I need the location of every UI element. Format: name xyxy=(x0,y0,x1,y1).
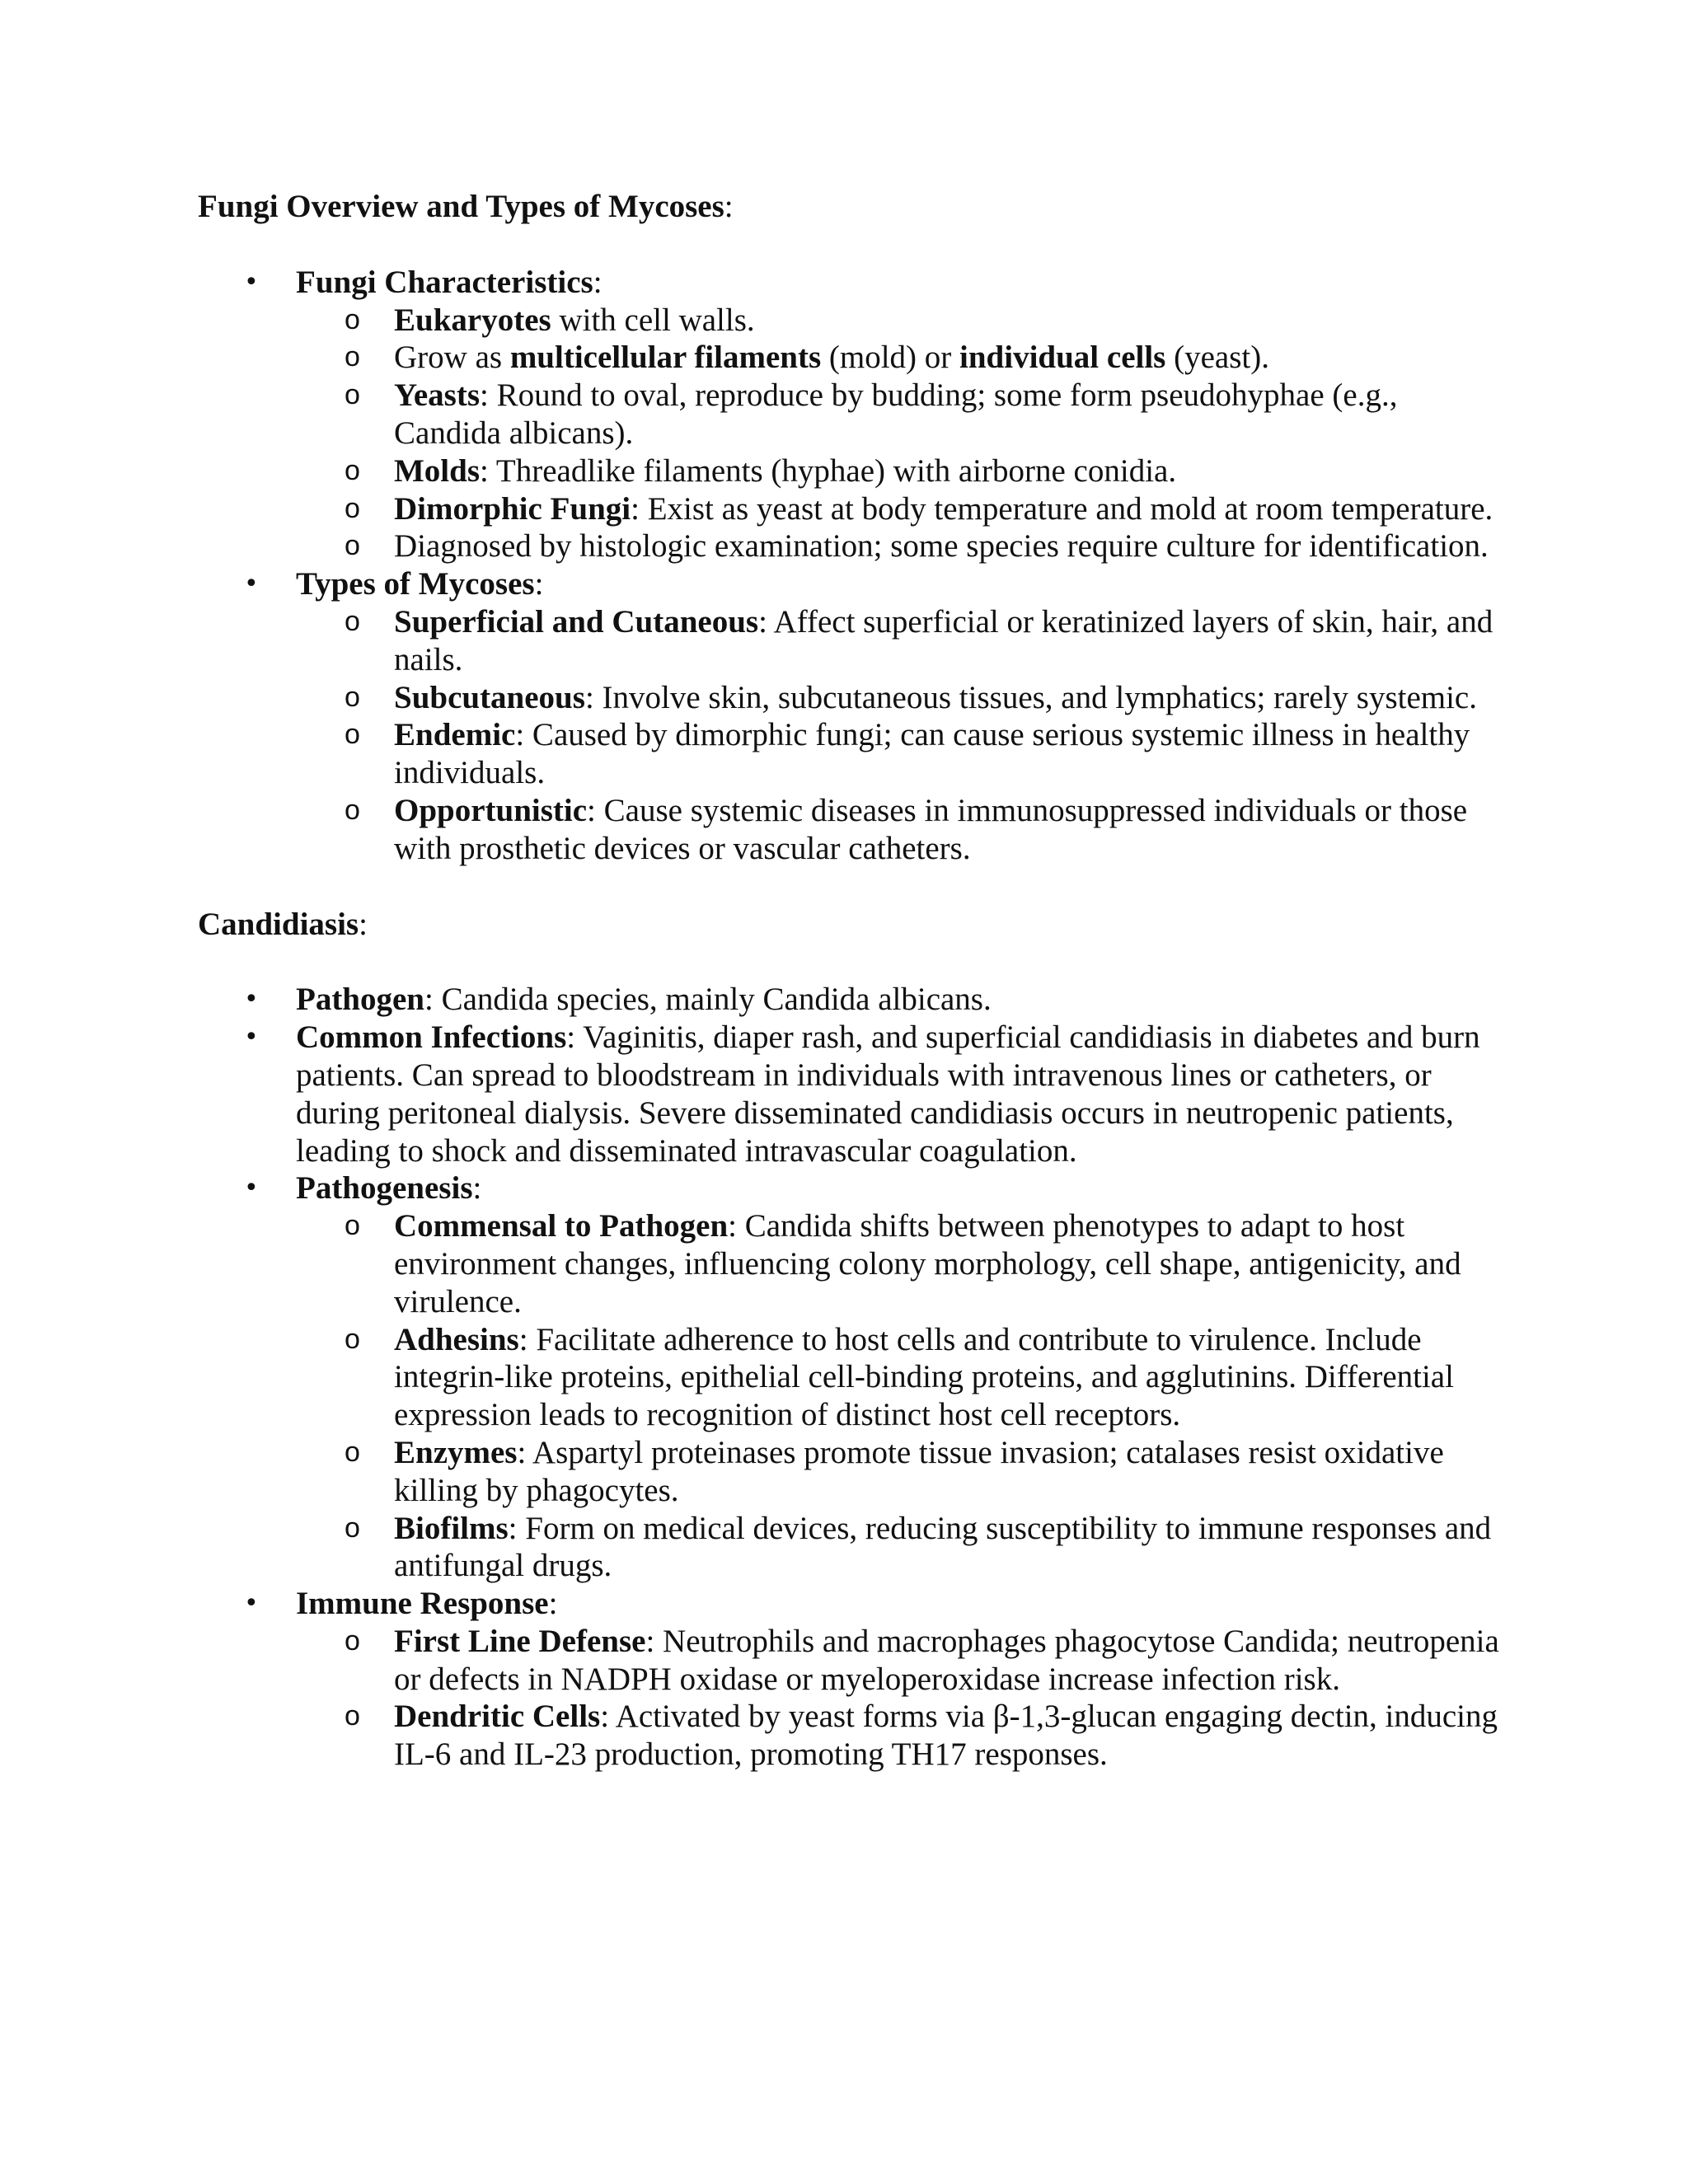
sub-item-label: individual cells xyxy=(959,340,1166,376)
bullet-circle-icon: o xyxy=(345,492,360,524)
sub-item-label: Yeasts xyxy=(394,377,480,414)
item-text: : Vaginitis, diaper rash, and superficial candidiasis in diabetes and burn patients. Can spread to bloodstream in individuals with intravenous lines or catheters, or during peritoneal dialysis. Severe disseminated candidiasis occurs in neutropenic patients, leading to shock and disseminated intravascular coagulation. xyxy=(296,1019,1480,1169)
sub-list-item xyxy=(198,1623,1500,1699)
sub-item-text: : Round to oval, reproduce by budding; some form pseudohyphae (e.g., Candida albicans). xyxy=(394,377,1398,451)
bullet-circle-icon: o xyxy=(345,454,360,486)
item-label: Types of Mycoses xyxy=(296,566,535,602)
list-item xyxy=(198,1019,1500,1169)
section-title xyxy=(198,188,1500,226)
bullet-dot-icon: • xyxy=(244,985,259,1015)
item-label: Common Infections xyxy=(296,1019,567,1056)
section-spacer xyxy=(198,868,1500,906)
sub-item-text: : Candida shifts between phenotypes to adapt to host environment changes, influencing colony morphology, cell shape, antigenicity, and virulence. xyxy=(394,1208,1461,1319)
bullet-circle-icon: o xyxy=(345,794,360,826)
bullet-dot-icon: • xyxy=(244,267,259,297)
bullet-circle-icon: o xyxy=(345,1700,360,1732)
bullet-dot-icon: • xyxy=(244,1589,259,1619)
bullet-circle-icon: o xyxy=(345,341,360,373)
sub-item-text: : Cause systemic diseases in immunosuppressed individuals or those with prosthetic devices or vascular catheters. xyxy=(394,792,1468,866)
sub-item-text: : Exist as yeast at body temperature and mold at room temperature. xyxy=(631,490,1493,527)
list-item xyxy=(198,981,1500,1019)
sub-item-label: Endemic xyxy=(394,717,516,753)
item-text: : xyxy=(472,1170,482,1207)
item-text: : xyxy=(593,264,603,300)
title-spacer xyxy=(198,226,1500,264)
section-title-colon: : xyxy=(724,189,734,224)
sub-list-item xyxy=(198,1321,1500,1434)
bullet-circle-icon: o xyxy=(345,1210,360,1242)
bullet-circle-icon: o xyxy=(345,303,360,335)
item-text: : Candida species, mainly Candida albicans. xyxy=(424,982,992,1018)
list-item xyxy=(198,1585,1500,1623)
sub-item-text: Diagnosed by histologic examination; some species require culture for identification. xyxy=(394,528,1489,565)
bullet-dot-icon: • xyxy=(244,1174,259,1203)
sub-item-label: Opportunistic xyxy=(394,792,588,828)
bullet-circle-icon: o xyxy=(345,530,360,562)
bullet-circle-icon: o xyxy=(345,1323,360,1355)
sub-item-text: : Affect superficial or keratinized layers of skin, hair, and nails. xyxy=(394,603,1493,677)
sub-list-item xyxy=(198,679,1500,717)
bullet-circle-icon: o xyxy=(345,681,360,713)
sub-list-item xyxy=(198,339,1500,377)
item-label: Immune Response xyxy=(296,1586,549,1622)
bullet-list xyxy=(198,981,1500,1774)
sub-list-item xyxy=(198,527,1500,565)
item-text: : xyxy=(548,1586,558,1622)
sub-list-item xyxy=(198,490,1500,528)
sub-list-item xyxy=(198,1510,1500,1586)
sub-list-item xyxy=(198,1434,1500,1510)
bullet-circle-icon: o xyxy=(345,605,360,637)
sub-item-label: Adhesins xyxy=(394,1321,519,1357)
section-title-colon: : xyxy=(359,906,368,942)
sub-list-item xyxy=(198,792,1500,868)
item-label: Pathogenesis xyxy=(296,1170,473,1207)
sub-list-item xyxy=(198,1207,1500,1320)
sub-item-text: : Activated by yeast forms via β-1,3-glucan engaging dectin, inducing IL-6 and IL-23 production, promoting TH17 responses. xyxy=(394,1699,1498,1773)
sub-item-text: : Involve skin, subcutaneous tissues, and lymphatics; rarely systemic. xyxy=(584,679,1477,715)
sub-item-text: Grow as xyxy=(394,340,510,376)
sub-list-item xyxy=(198,302,1500,340)
sub-item-label: Subcutaneous xyxy=(394,679,585,715)
sub-list-item xyxy=(198,603,1500,679)
section-title-text: Candidiasis xyxy=(198,906,359,942)
sub-item-label: Enzymes xyxy=(394,1434,518,1470)
document-page xyxy=(198,188,1500,1774)
section-title-text: Fungi Overview and Types of Mycoses xyxy=(198,189,724,224)
bullet-circle-icon: o xyxy=(345,379,360,411)
item-label: Fungi Characteristics xyxy=(296,264,593,300)
sub-item-text: with cell walls. xyxy=(551,302,755,338)
bullet-dot-icon: • xyxy=(244,569,259,599)
sub-item-label: Molds xyxy=(394,452,481,489)
list-item xyxy=(198,565,1500,603)
bullet-circle-icon: o xyxy=(345,1436,360,1468)
sub-item-label: Biofilms xyxy=(394,1510,509,1546)
bullet-circle-icon: o xyxy=(345,1624,360,1657)
sub-item-text: : Form on medical devices, reducing susceptibility to immune responses and antifungal drugs. xyxy=(394,1510,1492,1584)
section-title xyxy=(198,906,1500,944)
sub-list-item xyxy=(198,452,1500,490)
sub-item-text: : Facilitate adherence to host cells and contribute to virulence. Include integrin-like proteins, epithelial cell-binding proteins, and agglutinins. Differential expression leads to recognition of distinct host cell receptors. xyxy=(394,1321,1454,1433)
sub-list-item xyxy=(198,716,1500,792)
bullet-dot-icon: • xyxy=(244,1023,259,1052)
sub-list-item xyxy=(198,1698,1500,1774)
bullet-circle-icon: o xyxy=(345,1511,360,1544)
sub-item-label: Dendritic Cells xyxy=(394,1699,601,1735)
sub-item-label: Dimorphic Fungi xyxy=(394,490,631,527)
sub-item-text: : Caused by dimorphic fungi; can cause serious systemic illness in healthy individuals. xyxy=(394,717,1470,791)
sub-item-text: : Threadlike filaments (hyphae) with airborne conidia. xyxy=(480,452,1177,489)
sub-item-text: (yeast). xyxy=(1165,340,1269,376)
sub-item-text: (mold) or xyxy=(821,340,960,376)
bullet-list xyxy=(198,264,1500,868)
bullet-circle-icon: o xyxy=(345,719,360,751)
sub-item-label: First Line Defense xyxy=(394,1623,646,1659)
item-label: Pathogen xyxy=(296,982,424,1018)
sub-item-text: : Aspartyl proteinases promote tissue invasion; catalases resist oxidative killing by phagocytes. xyxy=(394,1434,1444,1508)
item-text: : xyxy=(534,566,544,602)
sub-item-label: Commensal to Pathogen xyxy=(394,1208,729,1244)
list-item xyxy=(198,1169,1500,1207)
sub-item-label: multicellular filaments xyxy=(509,340,822,376)
sub-item-label: Eukaryotes xyxy=(394,302,551,338)
sub-item-text: : Neutrophils and macrophages phagocytose Candida; neutropenia or defects in NADPH oxidase or myeloperoxidase increase infection risk. xyxy=(394,1623,1499,1697)
list-item xyxy=(198,264,1500,302)
title-spacer xyxy=(198,943,1500,981)
sub-item-label: Superficial and Cutaneous xyxy=(394,603,759,640)
sub-list-item xyxy=(198,377,1500,452)
